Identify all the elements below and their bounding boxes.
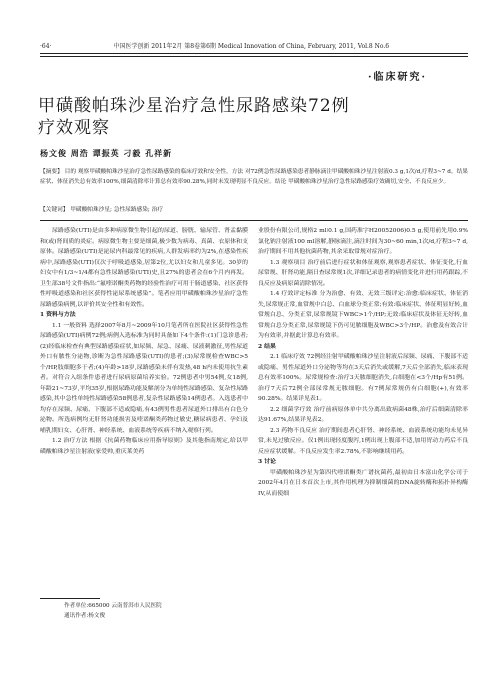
header-rule	[40, 53, 468, 54]
footnote-affiliation: 作者单位:665000 云南普洱市人民医院	[64, 603, 162, 609]
abstract-rule	[40, 220, 468, 221]
keywords: 【关键词】 甲磺酸帕珠沙星; 急性尿路感染; 治疗	[40, 207, 164, 213]
title-line-1: 甲磺酸帕珠沙星治疗急性尿路感染72例	[38, 96, 350, 116]
footnote-rule	[40, 598, 100, 599]
heading-results: 2 结果	[258, 342, 276, 350]
heading-methods: 1 资料与方法	[40, 311, 76, 318]
journal-citation: 中国医学创新 2011年2月 第8卷第6期 Medical Innovation of China, February, 2011, Vol.8 No.6	[113, 43, 390, 50]
footnote-corresponding: 通讯作者:杨文俊	[64, 612, 106, 619]
paragraph-criteria: 1.4 疗效评定标准 分为治愈、有效、无效三级评定:治愈:临床症状、体征消失,尿常规正常,血常规中白总、白血球分类正常;有效:临床症状、体征明显好转,血常规白总、分类正常,尿常规镜下WBC>1个/HP;无效:临床症状及体征无好转,血常规白总分类正常,尿常规镜下仍可见脓细胞及WBC>3个/HP。治愈及有效合计为有效率,并据此计算总有效率。	[258, 291, 468, 339]
header-rule-thin	[40, 56, 468, 57]
page-number: ·64·	[40, 43, 52, 50]
footnote	[40, 598, 248, 621]
paragraph-general-data: 1.1 一般资料 选择2007年8月~2009年10月笔者所在医院社区获得性急性尿路感染(UTI)病例72例;病例入选标准为同时具备如下4个条件:(1)门急诊患者;(2)经临床检查有典型尿路感染症状,如尿频、尿急、尿痛、尿液刺激征,男性尿道外口有脓性分泌物,诊断为急性尿路感染(UTI)的患者;(3)尿常规检查WBC>5个/HP,肢细胞多于者;(4)年龄>18岁,尿路感染未伴有发热,48 h内未使用抗生素者。对符合入组条件患者进行尿病原菌培养实验。72例患者中男54例,女18例,年龄21~73岁,平均35岁,根据尿路功能及解剖分为单纯性尿路感染、复杂性尿路感染,其中急性单纯性尿路感染58例患者,复杂性尿路感染14例患者。入选患者中均存在尿频、尿痛、下腹部不适或隐痛,有43例男性患者尿道外口排出有白色分泌物。所选病例均无肝肾功能损害及喹诺酮类药物过敏史,糖尿病患者、孕妇及哺乳期妇女、心肝肾、神经系统、血液系统等疾病不纳入观察行列。	[40, 322, 248, 434]
authors: 杨文俊 周浩 谭振英 刁毅 孔祥新	[40, 148, 173, 158]
right-column	[258, 226, 468, 499]
paragraph-observation: 1.3 观察项目 治疗前后进行症状和体征观察,观察患者症状、体征变化,行血尿常规、肝肾功能,隔日查尿常规1次,详细记录患者的病情变化并进行用药跟踪,不良反应及病原菌清除情况。	[258, 259, 468, 287]
title-line-2: 疗效观察	[38, 118, 110, 138]
section-label: ·临床研究·	[368, 72, 427, 83]
paragraph-treatment: 1.2 治疗方法 根据《抗菌药物临床应用指导原则》及其他指南规定,给以甲磺酸帕珠沙星注射液(家爱帅,重庆莱美药	[40, 438, 248, 455]
paragraph-discussion: 甲磺酸帕珠沙星为第四代喹诺酮类广谱抗菌药,最初由日本富山化学公司于2002年4月在日本首次上市,其作用机理为抑制细菌的DNA旋转酶和拓扑异构酶IV,从而使细	[258, 469, 468, 497]
heading-discussion: 3 讨论	[258, 458, 276, 465]
paragraph-dosage: 业股份有限公司,规格2 ml∶0.1 g,国药准字H20052006)0.5 g,使用前先用0.9%氯化钠注射液100 ml溶解,静脉滴注,滴注时间为30~60 min,1次/d,疗程3~7 d,治疗期间不用其他抗菌药物,其余采取常规对症治疗。	[258, 228, 468, 255]
left-column	[40, 226, 248, 457]
paragraph-clinical-efficacy: 2.1 临床疗效 72例经注射甲磺酸帕珠沙星注射液后尿频、尿痛、下腹部不适或隐痛、男性尿道外口分泌物等均在3天后消失或缓解,7天后全部消失,临床表现总有效率100%。尿常规检查:治疗3天脓细胞消失,白细胞在<3个/Hp有51例。治疗7天后72例全部尿常规无脓细胞。有7例尿常规仍有白细胞(+),有效率90.28%。结果详见表1。	[258, 354, 468, 402]
abstract: 【摘要】 目的 观察甲磺酸帕珠沙星治疗急性尿路感染的临床疗效和安全性。方法 对72例急性尿路感染患者静脉滴注甲磺酸帕珠沙星注射液0.3 g,1次/d,疗程3~7 d。结果 症状、体征消失总有效率100%,细菌清除率计算总有效率90.28%,同时未发现明显不良反应。结论 甲磺酸帕珠沙星治疗急性尿路感染疗效确切,安全、不良反应少。	[40, 169, 468, 185]
paragraph-adverse: 2.3 药物不良反应 治疗期间患者心肝肾、神经系统、血液系统功能均未见异常,未见过敏反应。仅1例出现轻度腹泻,1例出现上腹部不适,加用胃动力药后不良反应症状缓解。不良反应发生率2.78%,不影响继续用药。	[258, 427, 468, 455]
running-header	[40, 42, 468, 52]
article-title	[38, 95, 468, 139]
intro-paragraph: 尿路感染(UTI)是由多种病原微生物引起的尿道、膀胱、输尿管、肾盂黏膜和(或)肾间质的炎症。病原微生物主要是细菌,极少数为病毒、真菌、衣原体和支原体。尿路感染(UTI)是泌尿内科最常见的疾病,人群发病率约为2%,在感染性疾病中,尿路感染(UTI)仅次于呼吸道感染,居第2位,尤以妇女和儿童多见。30岁的妇女中有1/3~1/4都有急性尿路感染(UTI)史,且27%的患者会在6个月内再发。卫生部38号文件指出:“氟喹诺酮类药物的经验性治疗可用于肠道感染、社区获得性呼吸道感染和社区获得性泌尿系统感染”。笔者应用甲磺酸帕珠沙星治疗急性尿路感染病例,以评价其安全性和有效性。	[40, 228, 248, 308]
paragraph-bacteriology: 2.2 细菌学疗效 治疗前病原体单中共分离出致病菌48株,治疗后细菌清除率达91.67%,结果详见表2。	[258, 406, 468, 423]
